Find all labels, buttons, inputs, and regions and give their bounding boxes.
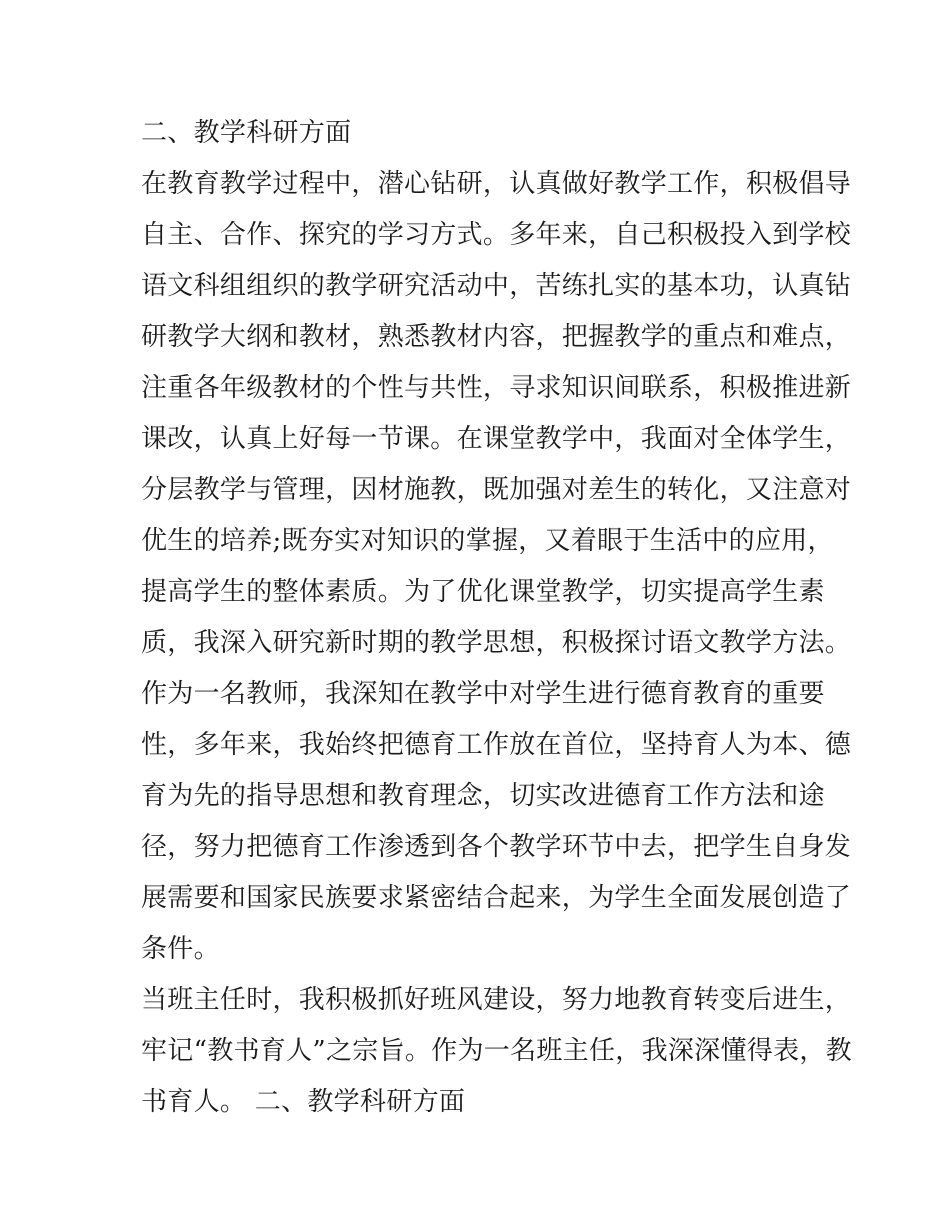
text-line: 牢记“教书育人”之宗旨。作为一名班主任，我深深懂得表，教 [141,1036,852,1066]
section-heading: 二、教学科研方面 [141,118,352,148]
text-line: 自主、合作、探究的学习方式。多年来，自己积极投入到学校 [141,220,852,250]
text-line: 课改，认真上好每一节课。在课堂教学中，我面对全体学生， [141,424,852,454]
text-line: 语文科组组织的教学研究活动中，苦练扎实的基本功，认真钻 [141,271,852,301]
text-line: 分层教学与管理，因材施教，既加强对差生的转化，又注意对 [141,475,852,505]
text-line: 提高学生的整体素质。为了优化课堂教学，切实提高学生素 [141,577,825,607]
text-line: 展需要和国家民族要求紧密结合起来，为学生全面发展创造了 [141,883,852,913]
text-line: 条件。 [141,934,220,964]
text-line: 作为一名教师，我深知在教学中对学生进行德育教育的重要 [141,679,825,709]
text-line: 注重各年级教材的个性与共性，寻求知识间联系，积极推进新 [141,373,852,403]
text-line: 性，多年来，我始终把德育工作放在首位，坚持育人为本、德 [141,730,852,760]
text-line: 在教育教学过程中，潜心钻研，认真做好教学工作，积极倡导 [141,169,852,199]
text-line: 当班主任时，我积极抓好班风建设，努力地教育转变后进生， [141,985,852,1015]
text-line: 研教学大纲和教材，熟悉教材内容，把握教学的重点和难点， [141,322,852,352]
text-line: 质，我深入研究新时期的教学思想，积极探讨语文教学方法。 [141,628,852,658]
text-line: 优生的培养;既夯实对知识的掌握，又着眼于生活中的应用， [141,526,834,556]
text-line: 育为先的指导思想和教育理念，切实改进德育工作方法和途 [141,781,825,811]
document-body [141,108,852,1128]
text-line: 书育人。 二、教学科研方面 [141,1087,466,1117]
text-line: 径，努力把德育工作渗透到各个教学环节中去，把学生自身发 [141,832,852,862]
